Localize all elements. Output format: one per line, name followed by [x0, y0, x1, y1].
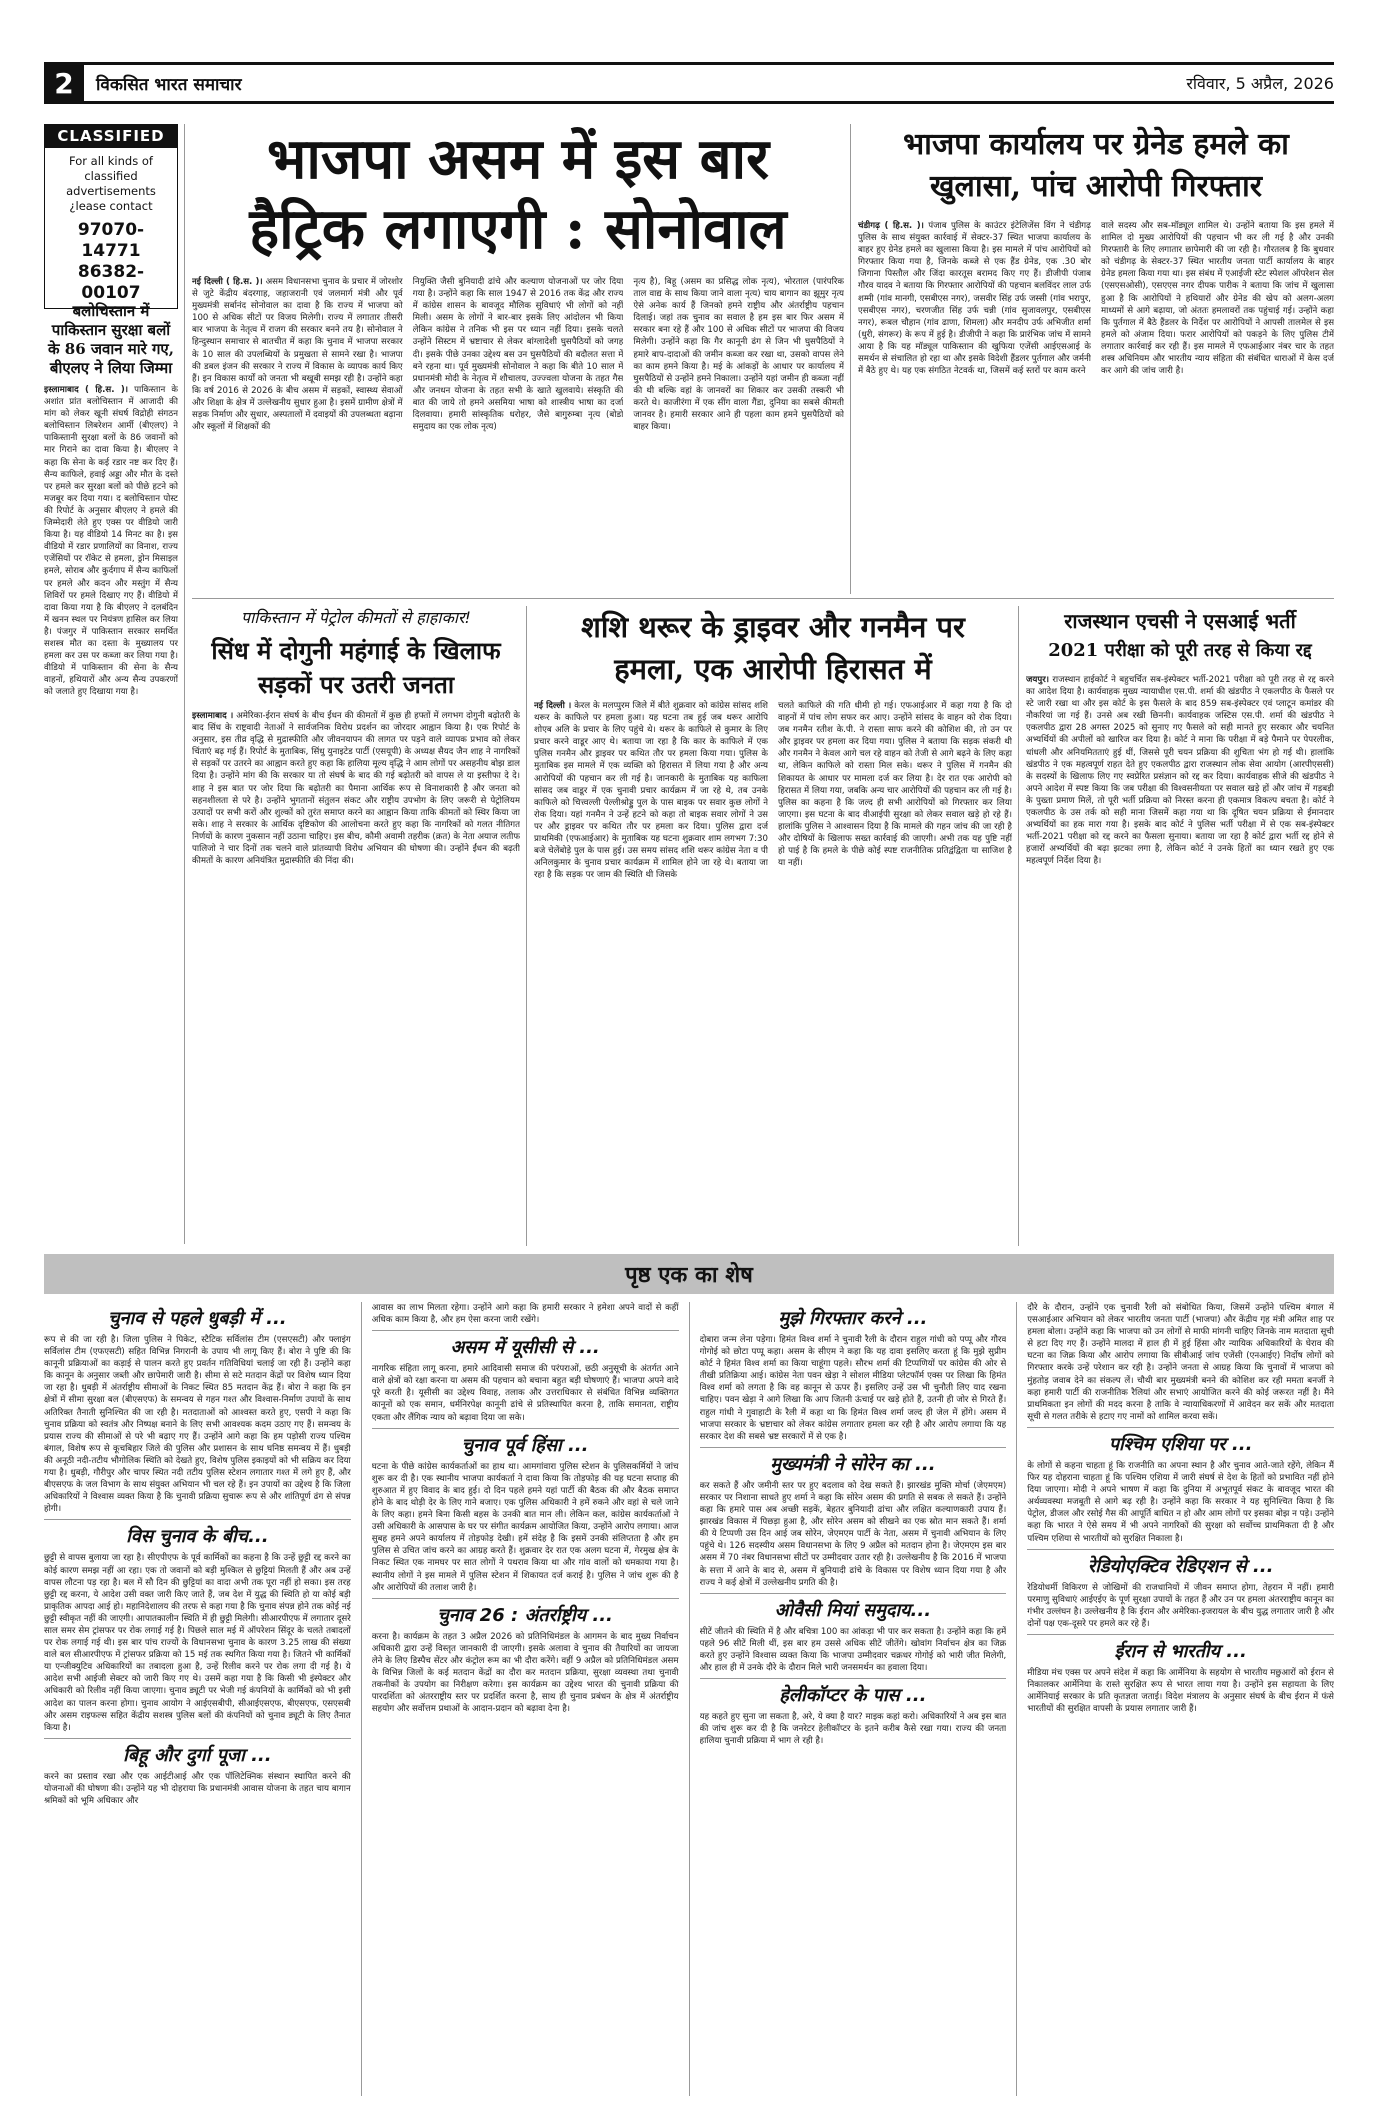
continuation-banner: पृष्ठ एक का शेष [44, 1254, 1334, 1294]
bjp-office-col-1: पंजाब पुलिस के काउंटर इंटेलिजेंस विंग ने चंडीगढ़ पुलिस के साथ संयुक्त कार्रवाई में सेक्टर-37 स्थित भाजपा कार्यालय के बाहर हुए ग्रेनेड हमले का खुलासा किया है। इस मामले में पांच आरोपियों को गिरफ्तार किया गया है, जिनके कब्जे से एक हैंड ग्रेनेड, एक .30 बोर जिगाना पिस्तौल और जिंदा कारतूस बरामद किए गए हैं। डीजीपी पंजाब गौरव यादव ने बताया कि गिरफ्तार आरोपियों की पहचान बलविंदर लाल उर्फ शम्मी (गांव मानगी, एसबीएस नगर), जसवीर सिंह उर्फ जस्सी (गांव भरापुर, एसबीएस नगर), चरणजीत सिंह उर्फ चन्नी (गांव सुजावलपुर, एसबीएस नगर), रूबल चौहान (गांव ढाणा, शिमला) और मनदीप उर्फ अभिजीत शर्मा (धुरी, संगरूर) के रूप में हुई है। डीजीपी ने कहा कि प्रारंभिक जांच में सामने आया है कि यह मॉड्यूल पाकिस्तान की खुफिया एजेंसी आईएसआई के समर्थन से संचालित हो रहा था और इसके विदेशी हैंडलर पुर्तगाल और जर्मनी में बैठे हुए थे। यह एक संगठित नेटवर्क था, जिसमें कई स्तरों पर काम करने [858, 221, 1091, 377]
bjp-office-headline-1: भाजपा कार्यालय पर ग्रेनेड हमले का [903, 127, 1289, 162]
tharoor-col-1: केरल के मलप्पुरम जिले में बीते शुक्रवार को कांग्रेस सांसद शशि थरूर के काफिले पर हमला हुआ। यह घटना तब हुई जब थरूर आरोपि शोएब अलि के प्रचार के लिए पहुंचे थे। थरूर के काफिले से कुमार के लिए प्रचार करने वाडूर आए थे। बताया जा रहा है कि कार के काफिले में एक पुलिस गनमैन और ड्राइवर पर कथित तौर पर हमला किया गया। पुलिस के मुताबिक इस मामले में एक व्यक्ति को हिरासत में लिया गया है और अन्य आरोपियों की पहचान कर ली गई है। जानकारी के मुताबिक यह काफिला सांसद जब वाडूर में एक चुनावी प्रचार कार्यक्रम में जा रहे थे, तब उनके काफिले को चित्त्वल्ली पेल्लीश्रोड्डु पुल के पास बाइक पर सवार कुछ लोगों ने रोक दिया। यहां गनमैन ने उन्हें हटने को कहा तो बाइक सवार लोगों ने उस पर और ड्राइवर पर कथित तौर पर हमला कर दिया। पुलिस द्वारा दर्ज प्राथमिकी (एफआईआर) के मुताबिक यह घटना शुक्रवार शाम लगभग 7:30 बजे चेलेंबोड़े पुल के पास हुई। उस समय सांसद शशि थरूर कांग्रेस नेता व पी अनिलकुमार के चुनाव प्रचार कार्यक्रम में शामिल होने जा रहे थे। बताया जा रहा है कि सड़क पर जाम की स्थिति थी जिसके [534, 701, 768, 881]
tharoor-headline-1: शशि थरूर के ड्राइवर और गनमैन पर [581, 610, 965, 644]
rajasthan-dateline: जयपुर। [1026, 675, 1050, 685]
row-rule [192, 598, 1334, 599]
sonowal-headline-1: भाजपा असम में इस बार [266, 126, 770, 192]
continuation-body: कर सकते हैं और जमीनी स्तर पर हुए बदलाव को देख सकते हैं। झारखंड मुक्ति मोर्चा (जेएमएम) सरकार पर निशाना साधते हुए शर्मा ने कहा कि सोरेन असम की प्रगति से सबक ले सकते हैं। उन्होंने कहा कि हमारे पास अब अच्छी सड़कें, बेहतर बुनियादी ढांचा और लक्षित कल्याणकारी उपाय हैं। झारखंड विकास में पिछड़ा हुआ है, और सोरेन असम को सीखने का एक स्रोत मान सकते हैं। शर्मा की ये टिप्पणी उस दिन आई जब सोरेन, जेएमएम पार्टी के नेता, असम में चुनावी अभियान के लिए पहुंचे थे। 126 सदस्यीय असम विधानसभा के लिए 9 अप्रैल को मतदान होना है। जेएमएम इस बार असम में 70 नंबर विधानसभा सीटों पर उम्मीदवार उतार रही है। उल्लेखनीय है कि 2016 में भाजपा के सत्ता में आने के बाद से, असम में बुनियादी ढांचे के विकास पर विशेष ध्यान दिया गया है और राज्य ने कई क्षेत्रों में उल्लेखनीय प्रगति की है। [699, 1480, 1007, 1588]
continuation-body: मीडिया मंच एक्स पर अपने संदेश में कहा कि आर्मेनिया के सहयोग से भारतीय मछुआरों को ईरान से निकालकर आर्मेनिया के रास्ते सुरक्षित रूप से भारत लाया गया है। उन्होंने इस सहायता के लिए आर्मेनियाई सरकार के प्रति कृतज्ञता जताई। विदेश मंत्रालय के अनुसार संघर्ष के बीच ईरान में फंसे भारतीयों की सुरक्षित वापसी के प्रयास लगातार जारी हैं। [1027, 1667, 1334, 1715]
story-bjp-office [858, 124, 1334, 574]
sonowal-dateline: नई दिल्ली ( हि.स. )। [192, 277, 263, 287]
section-rule [372, 1330, 679, 1331]
balochistan-headline: बलोचिस्तान में पाकिस्तान सुरक्षा बलों के 86 जवान मारे गए, बीएलए ने लिया जिम्मा [48, 302, 174, 377]
bjp-office-col-2: वाले सदस्य और सब-मॉड्यूल शामिल थे। उन्होंने बताया कि इस हमले में शामिल दो मुख्य आरोपियों की पहचान भी कर ली गई है और उनकी गिरफ्तारी के लिए लगातार छापेमारी की जा रही है। गौरतलब है कि बुधवार को चंडीगढ़ के सेक्टर-37 स्थित भारतीय जनता पार्टी कार्यालय के बाहर ग्रेनेड हमला किया गया था। इस संबंध में एआईजी स्टेट स्पेशल ऑपरेशन सेल (एसएसओसी), एसएएस नगर दीपक पारीक ने बताया कि जांच में खुलासा हुआ है कि आरोपियों ने हथियारों और ग्रेनेड की खेप को अलग-अलग माध्यमों से आगे बढ़ाया, जो अंततः हमलावरों तक पहुंचाई गई। उन्होंने कहा कि पुर्तगाल में बैठे हैंडलर के निर्देश पर आरोपियों ने आपसी तालमेल से इस हमले को अंजाम दिया। फरार आरोपियों को पकड़ने के लिए पुलिस टीमें लगातार कार्रवाई कर रही हैं। इस मामले में एफआईआर नंबर चार के तहत शस्त्र अधिनियम और भारतीय न्याय संहिता की संबंधित धाराओं में केस दर्ज कर आगे की जांच जारी है। [1101, 221, 1334, 377]
continuation-body: करना है। कार्यक्रम के तहत 3 अप्रैल 2026 को प्रतिनिधिमंडल के आगमन के बाद मुख्य निर्वाचन अधिकारी द्वारा उन्हें विस्तृत जानकारी दी जाएगी। इसके अलावा वे चुनाव की तैयारियों का जायजा लेने के लिए डिस्पैच सेंटर और कंट्रोल रूम का भी दौरा करेंगे। वहीं 9 अप्रैल को प्रतिनिधिमंडल असम के विभिन्न जिलों के कई मतदान केंद्रों का दौरा कर मतदान प्रक्रिया, सुरक्षा व्यवस्था तथा चुनावी तकनीकों के उपयोग का निरीक्षण करेगा। इस कार्यक्रम का उद्देश्य भारत की चुनावी प्रक्रिया की पारदर्शिता को अंतरराष्ट्रीय स्तर पर प्रदर्शित करना है, साथ ही चुनाव प्रबंधन के क्षेत्र में अंतर्राष्ट्रीय सहयोग और सर्वोत्तम प्रथाओं के आदान-प्रदान को बढ़ावा देना है। [371, 1631, 679, 1715]
continuation-column-2 [372, 1302, 679, 2096]
rajasthan-body: राजस्थान हाईकोर्ट ने बहुचर्चित सब-इंस्पेक्टर भर्ती-2021 परीक्षा को पूरी तरह से रद्द करने का आदेश दिया है। कार्यवाहक मुख्य न्यायाधीश एस.पी. शर्मा की खंडपीठ ने एकलपीठ के फैसले पर स्टे जारी रखा था और इस कोर्ट के इस फैसले के बाद 859 सब-इंस्पेक्टर एवं प्लाटून कमांडर की नौकरियां जा गई हैं। उनसे अब रखी छिननी। कार्यवाहक जस्टिस एस.पी. शर्मा की खंडपीठ ने एकलपीठ द्वारा 28 अगस्त 2025 को सुनाए गए फैसले को सही मानते हुए सरकार और चयनित अभ्यर्थियों की अपीलों को खारिज कर दिया है। कोर्ट ने माना कि परीक्षा में बड़े पैमाने पर पेपरलीक, धांधली और अनियमितताएं हुई थीं, जिससे पूरी चयन प्रक्रिया की शुचिता भंग हो गई थी। हालांकि खंडपीठ ने एक महत्वपूर्ण राहत देते हुए एकलपीठ द्वारा राजस्थान लोक सेवा आयोग (आरपीएससी) के सदस्यों के खिलाफ लिए गए स्वप्रेरित प्रसंज्ञान को रद्द कर दिया। कार्यवाहक सीजे की खंडपीठ ने अपने आदेश में स्पष्ट किया कि जब परीक्षा की विश्वसनीयता पर सवाल खड़े हों और जांच में गड़बड़ी के पुख्ता प्रमाण मिलें, तो पूरी भर्ती प्रक्रिया को निरस्त करना ही एकमात्र विकल्प बचता है। कोर्ट ने एकलपीठ के उस तर्क को सही माना जिसमें कहा गया था कि दूषित चयन प्रक्रिया से ईमानदार अभ्यर्थियों का हक मारा गया है। इसके बाद कोर्ट ने पुलिस भर्ती परीक्षा में से एक सब-इंस्पेक्टर भर्ती-2021 परीक्षा को रद्द करने का फैसला सुनाया। बताया जा रहा है कोर्ट द्वारा भर्ती रद्द होने से हजारों अभ्यर्थियों की बढ़ा झटका लगा है, लेकिन कोर्ट ने उनके हितों का ध्यान रखते हुए एक महत्वपूर्ण निर्देश दिया है। [1026, 675, 1334, 867]
continuation-body: करने का प्रस्ताव रखा और एक आईटीआई और एक पॉलिटेक्निक संस्थान स्थापित करने की योजनाओं की घोषणा की। उन्होंने यह भी दोहराया कि प्रधानमंत्री आवास योजना के तहत चाय बागान श्रमिकों को भूमि अधिकार और [44, 1771, 351, 1806]
continuation-body: घटना के पीछे कांग्रेस कार्यकर्ताओं का हाथ था। आमगांवारा पुलिस स्टेशन के पुलिसकर्मियों ने जांच शुरू कर दी है। एक स्थानीय भाजपा कार्यकर्ता ने दावा किया कि तोड़फोड़ की यह घटना सप्ताह की शुरुआत में हुए विवाद के बाद हुई। दो दिन पहले हमने यहां पार्टी की बैठक की और बैठक समाप्त होने के बाद थोड़ी देर के लिए गाने बजाए। एक पुलिस अधिकारी ने हमें रुकने और वहां से चले जाने के लिए कहा। हमने बिना किसी बहस के उनकी बात मान ली। लेकिन कल, कांग्रेस कार्यकर्ताओं ने उसी अधिकारी के आसपास के घर पर संगीत कार्यक्रम आयोजित किया, उन्होंने आरोप लगाया। आज सुबह हमने अपने कार्यालय में तोड़फोड़ देखी। हमें संदेह है कि इसमें उनकी संलिप्तता है और हम पुलिस से उचित जांच करने का आग्रह करते हैं। शुक्रवार देर रात एक अलग घटना में, गेरमुख क्षेत्र के निकट स्थित एक नामघर पर सात लोगों ने पथराव किया था और गांव वालों को धमकाया गया है। स्थानीय लोगों ने इस मामले में पुलिस स्टेशन में शिकायत दर्ज कराई है। पुलिस ने जांच शुरू की है और आरोपियों की तलाश जारी है। [371, 1461, 679, 1593]
continuation-subheading: चुनाव से पहले धुबड़ी में ... [108, 1308, 287, 1329]
column-rule [526, 606, 527, 1246]
sindh-body: अमेरिका-ईरान संघर्ष के बीच ईंधन की कीमतों में कुछ ही हफ्तों में लगभग दोगुनी बढ़ोतरी के बाद सिंध के राष्ट्रवादी नेताओं ने सार्वजनिक विरोध प्रदर्शन का जोरदार आह्वान किया है। एक रिपोर्ट के अनुसार, इस तीव्र वृद्धि से मुद्रास्फीति और जीवनयापन की लागत पर पड़ने वाले व्यापक प्रभाव को लेकर चिंताएं बढ़ गई हैं। रिपोर्ट के मुताबिक, सिंधु युनाइटेड पार्टी (एसयूपी) के अध्यक्ष सैयद जैन शाह ने नागरिकों से सड़कों पर उतरने का आह्वान करते हुए कहा कि हालिया मूल्य वृद्धि ने आम लोगों पर असहनीय बोझ डाल दिया है। उन्होंने मांग की कि सरकार या तो संघर्ष के बाद की गई बढ़ोतरी को वापस ले या इस्तीफा दे दे। शाह ने इस बात पर जोर दिया कि बढ़ोतरी का पैमाना आर्थिक रूप से विनाशकारी है और जनता को सहनशीलता से परे है। उन्होंने भुगतानों संतुलन संकट और राष्ट्रीय उपभोग के लिए जरूरी से पेट्रोलियम उत्पादों पर सभी करों और शुल्कों को तुरंत समाप्त करने का आह्वान किया ताकि कीमतों को स्थिर किया जा सके। शाह ने सरकार के आर्थिक दृष्टिकोण की आलोचना करते हुए कहा कि नागरिकों को गलत नीतिगत निर्णयों के कारण नुकसान नहीं उठाना चाहिए। इस बीच, कौमी अवामी तहरीक (क़त) के नेता अयाज लतीफ पालिजो ने चार दिनों तक चलने वाले प्रांतव्यापी विरोध अभियान की घोषणा की। उन्होंने ईंधन की बढ़ती कीमतों के कारण अनियंत्रित मुद्रास्फीति की निंदा की। [192, 711, 520, 867]
sonowal-col-3: नृत्य है), बिहू (असम का प्रसिद्ध लोक नृत्य), भोरताल (पारंपरिक ताल वाद्य के साथ किया जाने वाला नृत्य) चाय बागान का झूमुर नृत्य ऐसे अनेक कार्य हैं जिनको हमने राष्ट्रीय और अंतर्राष्ट्रीय पहचान दिलाई। जहां तक चुनाव का सवाल है हम इस बार फिर असम में सरकार बना रहे हैं और 100 से अधिक सीटों पर भाजपा की विजय मिलेगी। उन्होंने कहा कि गैर कानूनी ढंग से जिन भी घुसपैठियों ने हमारे बाप-दादाओं की जमीन कब्जा कर रखा था, उसको वापस लेने का काम हमने किया है। मई के आंकड़ों के आधार पर कार्यालय में घुसपैठियों से उन्होंने हमने निकाला। उन्होंने यहां जमीन ही कब्जा नहीं की थी बल्कि वहां के जानवरों का शिकार कर उसकी तस्करी भी करते थे। काजीरंगा में एक सींग वाला गैंडा, दुनिया का सबसे कीमती जानवर है। हमारी सरकार आने ही पहला काम हमने घुसपैठियों को बाहर किया। [633, 277, 845, 433]
continuation-body: रेडियोधर्मी विकिरण से जोखिमों की राजधानियों में जीवन समाप्त होगा, तेहरान में नहीं। हमारी परमाणु सुविधाएं आईएईए के पूर्ण सुरक्षा उपायों के तहत हैं और उन पर हमला अंतरराष्ट्रीय कानून का गंभीर उल्लंघन है। उल्लेखनीय है कि ईरान और अमेरिका-इजरायल के बीच युद्ध लगातार जारी है और दोनों पक्ष एक-दूसरे पर हमले कर रहे हैं। [1027, 1582, 1334, 1629]
section-rule [372, 1428, 679, 1429]
continuation-column-1 [44, 1302, 351, 2096]
section-rule [1027, 1549, 1334, 1550]
continuation-body: दोबारा जन्म लेना पड़ेगा। हिमंत विश्व शर्मा ने चुनावी रैली के दौरान राहुल गांधी को पप्पू और गौरव गोगोई को छोटा पप्पू कहा। असम के सीएम ने कहा कि यह दावा इसलिए करता हूं कि मुझे सुप्रीम कोर्ट ने हिमंत विश्व शर्मा का किया चाहूंगा पहले। सौरभ शर्मा की टिप्पणियों पर कांग्रेस की ओर से तीखी प्रतिक्रिया आई। कांग्रेस नेता पवन खेड़ा ने सोशल मीडिया प्लेटफॉर्म एक्स पर लिखा कि हिमंत विश्व शर्मा को लगता है कि वह कानून से ऊपर हैं। इसलिए उन्हें उस भी चुनौती लिए याद रखना चाहिए। पवन खेड़ा ने आगे लिखा कि आप जितनी ऊंचाई पर खड़े होते हैं, उतनी ही जोर से गिरते हैं। राहुल गांधी ने गुवाहाटी के रैली में कहा था कि हिमंत विश्व शर्मा जल्द ही जेल में होंगे। असम में भाजपा सरकार के भ्रष्टाचार को लेकर कांग्रेस लगातार हमला कर रही है और आरोप लगाया कि यह सरकार देश की सबसे भ्रष्ट सरकारों में से एक है। [699, 1335, 1007, 1442]
continuation-subheading: विस चुनाव के बीच... [126, 1526, 269, 1548]
story-rajasthan [1026, 606, 1334, 1246]
paper-name: विकसित भारत समाचार [96, 74, 242, 95]
continuation-body: नागरिक संहिता लागू करना, हमारे आदिवासी समाज की परंपराओं, छठी अनुसूची के अंतर्गत आने वाले क्षेत्रों को रक्षा करना या असम की पहचान को बचाना बहुत बड़ी घोषणाएं हैं। भाजपा अपने वादे पूरे करती है। यूसीसी का उद्देश्य विवाह, तलाक और उत्तराधिकार से संबंधित विभिन्न व्यक्तिगत कानूनों को एक समान, धर्मनिरपेक्ष कानूनी ढांचे से प्रतिस्थापित करना है, ताकि समानता, राष्ट्रीय एकता और लैंगिक न्याय को बढ़ावा दिया जा सके। [371, 1364, 679, 1423]
section-rule [44, 1519, 351, 1520]
classified-text: For all kinds of classified advertisements ¿lease contact [66, 154, 156, 213]
continuation-column-4 [1027, 1302, 1334, 2096]
classified-phone-1: 97070-14771 [77, 220, 145, 261]
classified-phone-2: 86382-00107 [77, 262, 145, 303]
sindh-kicker: पाकिस्तान में पेट्रोल कीमतों से हाहाकार! [241, 608, 471, 627]
continuation-subheading: ओवैसी मियां समुदाय... [774, 1599, 932, 1621]
continuation-column-3 [700, 1302, 1007, 2096]
continuation-body: छुट्टी से वापस बुलाया जा रहा है। सीएपीएफ के पूर्व कार्मिकों का कहना है कि उन्हें छुट्टी रद्द करने का कोई कारण समझ नहीं आ रहा। एक तो जवानों को बड़ी मुश्किल से छुट्टियां मिलती हैं और अब उन्हें वापस लौटना पड़ रहा है। बल में सौ दिन की छुट्टियां का वादा अभी तक पूरा नहीं हो सका। इस तरह छुट्टी रद्द करना, ये आदेश उसी वक्त जारी किए जाते हैं, जब देश में युद्ध की स्थिति हो या कोई बड़ी प्राकृतिक आपदा आई हो। महानिदेशालय की तरफ से कहा गया है कि चुनाव संपन्न होने तक कोई नई छुट्टी स्वीकृत नहीं की जाएगी। आपातकालीन स्थिति में ही छुट्टी मिलेगी। सीआरपीएफ में लगातार दूसरे साल समर सेम ट्रांसफर पर रोक लगाई गई है। पिछले साल मई में ऑपरेशन सिंदूर के चलते तबादलों पर रोक लगाई गई थी। इस बार पांच राज्यों के विधानसभा चुनाव के कारण 3.25 लाख की संख्या वाले बल सीआरपीएफ में ट्रांसफर प्रक्रिया को 15 मई तक स्थगित किया गया है। जितने भी कार्मिकों या एन्जीक्युटिव अधिकारियों का तबादला हुआ है, उन्हें रिलीव करने पर रोक लगा दी गई है। ये आदेश सभी आईजी सेक्टर को जारी किए गए थे। उसमें कहा गया है कि किसी भी इंस्पेक्टर और अधिकारी को रिलीव नहीं किया जाएगा। चुनाव ड्यूटी पर भेजी गई कंपनियों के कार्मिकों को भी इसी आदेश का पालन करना होगा। चुनाव आयोग ने आईएसबीपी, सीआईएसएफ, बीएसएफ, एसएसबी और असम राइफल्स सहित केंद्रीय सशस्त्र पुलिस बलों की कंपनियों को चुनाव ड्यूटी के लिए तैनात किया है। [44, 1553, 351, 1733]
bjp-office-headline-2: खुलासा, पांच आरोपी गिरफ्तार [929, 169, 1263, 204]
continuation-body: सीटें जीतने की स्थिति में है और बचित्रा 100 का आंकड़ा भी पार कर सकता है। उन्होंने कहा कि हमें पहले 96 सीटें मिली थीं, इस बार हम उससे अधिक सीटें जीतेंगे। खोवांग निर्वाचन क्षेत्र का जिक्र करते हुए उन्होंने विश्वास व्यक्त किया कि भाजपा उम्मीदवार चक्रधर गोगोई को भारी जीत मिलेगी, और हाल ही में उनके दौरे के दौरान मिले भारी जनसमर्थन का हवाला दिया। [699, 1626, 1007, 1673]
section-rule [44, 1738, 351, 1739]
column-rule [689, 1302, 690, 2096]
issue-date: रविवार, 5 अप्रैल, 2026 [1186, 74, 1334, 93]
sindh-dateline: इस्लामाबाद । [192, 711, 234, 721]
balochistan-dateline: इस्लामाबाद ( हि.स. )। [44, 385, 128, 395]
column-rule [1018, 606, 1019, 1246]
sonowal-col-1: असम विधानसभा चुनाव के प्रचार में जोरशोर से जुटे केंद्रीय बंदरगाह, जहाजरानी एवं जलमार्ग मंत्री और पूर्व मुख्यमंत्री सर्बानंद सोनोवाल का दावा है कि राज्य में भाजपा को 100 से अधिक सीटों पर विजय मिलेगी। राज्य में लगातार तीसरी बार भाजपा के नेतृत्व में राजग की सरकार बनने तय है। सोनोवाल ने हिन्दुस्थान समाचार से बातचीत में कहा कि चुनाव में भाजपा सरकार के 10 साल की उपलब्धियों के प्रमुखता से सामने रखा है। भाजपा की डबल इंजन की सरकार ने राज्य में विकास के व्यापक कार्य किए हैं। इन विकास कार्यों को जनता भी बखूबी समझ रही है। उन्होंने कहा कि वर्ष 2016 से 2026 के बीच असम में सड़कों, स्वास्थ्य सेवाओं और शिक्षा के क्षेत्र में उल्लेखनीय सुधार हुआ है। इसमें ग्रामीण क्षेत्रों में सड़क निर्माण और सुधार, अस्पतालों में दवाइयों की उपलब्धता बढ़ाना और स्कूलों में शिक्षकों की [192, 277, 403, 433]
continuation-subheading: मुख्यमंत्री ने सोरेन का ... [770, 1453, 936, 1475]
bjp-office-dateline: चंडीगढ़ ( हि.स. )। [858, 221, 924, 231]
continuation-subheading: पश्चिम एशिया पर ... [1108, 1433, 1253, 1455]
section-rule [372, 1598, 679, 1599]
section-rule [700, 1593, 1007, 1594]
continuation-body: रूप से की जा रही है। जिला पुलिस ने पिकेट, स्टैटिक सर्विलांस टीम (एसएसटी) और फ्लाइंग सर्विलांस टीम (एफएसटी) सहित विभिन्न निगरानी के उपाय भी लागू किए हैं। बोरा ने पुष्टि की कि कानूनी प्रक्रियाओं का कड़ाई से पालन करते हुए प्रवर्तन गतिविधियां चलाई जा रही हैं। उन्होंने कहा कि कानून के अनुसार जब्ती और छापेमारी जारी है। सीमा से सटे मतदान केंद्रों पर विशेष ध्यान दिया जा रहा है। धुबड़ी में अंतर्राष्ट्रीय सीमाओं के निकट स्थित 85 मतदान केंद्र हैं। बोरा ने कहा कि इन क्षेत्रों में सीमा सुरक्षा बल (बीएसएफ) के समन्वय से गहन गश्त और विश्वास-निर्माण उपायों के साथ अतिरिक्त तैनाती सुनिश्चित की जा रही है। मतदाताओं को आश्वस्त करते हुए, एसपी ने कहा कि चुनाव प्रक्रिया को स्वतंत्र और निष्पक्ष बनाने के लिए सभी आवश्यक कदम उठाए गए हैं। समन्वय के प्रयास राज्य की सीमाओं से परे भी बढ़ाए गए हैं। उन्होंने आगे कहा कि हम पड़ोसी राज्य पश्चिम बंगाल, विशेष रूप से कूचबिहार जिले की पुलिस और प्रशासन के साथ घनिष्ठ समन्वय में हैं। धुबड़ी की अनूठी नदी-तटीय भौगोलिक स्थिति को देखते हुए, विशेष पुलिस इकाइयों को भी सक्रिय कर दिया गया है। धुबड़ी, गौरीपुर और चापर स्थित नदी तटीय पुलिस स्टेशन लगातार गश्त में लगे हुए हैं, और बीएसएफ के जल विभाग के साथ संयुक्त अभियान भी चल रहे हैं। इन उपायों का उद्देश्य है कि जिला अधिकारियों ने विश्वास व्यक्त किया है कि चुनावी प्रक्रिया सुचारू रूप से और शांतिपूर्ण ढंग से संपन्न होगी। [44, 1335, 351, 1515]
column-rule [184, 124, 185, 1244]
page-number: 2 [44, 65, 84, 101]
tharoor-col-2: चलते काफिले की गति धीमी हो गई। एफआईआर में कहा गया है कि दो वाहनों में पांच लोग सफर कर आए। उन्होंने सांसद के वाहन को रोक दिया। जब गनमैन रतीश के.पी. ने रास्ता साफ करने की कोशिश की, तो उन पर और ड्राइवर पर हमला कर दिया गया। पुलिस ने बताया कि सड़क संकरी थी और गनमैन ने केवल आगे चल रहे वाहन को तेजी से आगे बढ़ने के लिए कहा था, लेकिन काफिले को रास्ता मिल सके। थरूर ने पुलिस में गनमैन की शिकायत के आधार पर मामला दर्ज कर लिया है। देर रात एक आरोपी को हिरासत में लिया गया, जबकि अन्य चार आरोपियों की पहचान कर ली गई है। पुलिस का कहना है कि जल्द ही सभी आरोपियों को गिरफ्तार कर लिया जाएगा। इस घटना के बाद वीआईपी सुरक्षा को लेकर सवाल खड़े हो रहे हैं। हालांकि पुलिस ने आश्वासन दिया है कि मामले की गहन जांच की जा रही है और दोषियों के खिलाफ सख्त कार्रवाई की जाएगी। अभी तक यह पुष्टि नहीं हो पाई है कि हमले के पीछे कोई स्पष्ट राजनीतिक प्रतिद्वंद्विता या साजिश है या नहीं। [778, 701, 1012, 869]
continuation-body: दौरे के दौरान, उन्होंने एक चुनावी रैली को संबोधित किया, जिसमें उन्होंने पश्चिम बंगाल में एसआईआर अभियान को लेकर भारतीय जनता पार्टी (भाजपा) और केंद्रीय गृह मंत्री अमित शाह पर हमला बोला। उन्होंने कहा कि भाजपा को उन लोगों से माफी मांगनी चाहिए जिनके नाम मतदाता सूची से हटा दिए गए हैं। उन्होंने मालदा में हाल ही में हुई हिंसा और न्यायिक अधिकारियों के घेराव की घटना का जिक्र किया और आरोप लगाया कि सीबीआई जांच एजेंसी (एनआईए) निर्दोष लोगों को गिरफ्तार करके उन्हें परेशान कर रही है। उन्होंने जनता से आग्रह किया कि चुनावों में भाजपा को मुंहतोड़ जवाब देने का संकल्प लें। चौथी बार मुख्यमंत्री बनने की कोशिश कर रही ममता बनर्जी ने कहा हमारी पार्टी की राजनीतिक रैलियां और सभाएं आयोजित करने की कोई जरूरत नहीं है। मैंने प्राथमिकता इन लोगों की मदद करना है ताकि वे न्यायाधिकरणों में आवेदन कर सकें और मतदाता सूची से गलत तरीके से हटाए गए नामों को शामिल करवा सकें। [1027, 1303, 1334, 1422]
column-rule [361, 1302, 362, 2096]
section-rule [700, 1678, 1007, 1679]
continuation-subheading: ईरान से भारतीय ... [1114, 1640, 1247, 1662]
masthead [44, 62, 1334, 104]
rajasthan-headline-2: 2021 परीक्षा को पूरी तरह से किया रद्द [1048, 640, 1312, 661]
classified-heading: CLASSIFIED [44, 124, 178, 148]
story-balochistan [44, 302, 178, 1224]
continuation-body: आवास का लाभ मिलता रहेगा। उन्होंने आगे कहा कि हमारी सरकार ने हमेशा अपने वादों से कहीं अधिक काम किया है, और हम ऐसा करना जारी रखेंगे। [371, 1303, 679, 1326]
continuation-body: के लोगों से कहना चाहता हूं कि राजनीति का अपना स्थान है और चुनाव आते-जाते रहेंगे, लेकिन मैं फिर यह दोहराना चाहता हूं कि पश्चिम एशिया में जारी संघर्ष से देश के हितों को प्रभावित नहीं होने दिया जाएगा। मोदी ने अपने भाषण में कहा कि दुनिया में अभूतपूर्व संकट के बावजूद भारत की अर्थव्यवस्था मजबूती से आगे बढ़ रही है। उन्होंने कहा कि सरकार ने यह सुनिश्चित किया है कि पेट्रोल, डीजल और रसोई गैस की आपूर्ति बाधित न हो और आम लोगों पर इसका बोझ न पड़े। उन्होंने कहा कि भारत ने ऐसे समय में भी अपने नागरिकों की सुरक्षा को सर्वोच्च प्राथमिकता दी है और पश्चिम एशिया से भारतीयों को सुरक्षित निकाला है। [1027, 1460, 1334, 1544]
continuation-subheading: चुनाव 26 : अंतर्राष्ट्रीय ... [437, 1604, 613, 1626]
sindh-headline: सिंध में दोगुनी महंगाई के खिलाफ सड़कों पर उतरी जनता [211, 636, 501, 699]
story-sonowal [192, 124, 844, 566]
continuation-subheading: बिहू और दुर्गा पूजा ... [123, 1744, 272, 1766]
story-sindh [192, 606, 520, 1254]
balochistan-body: पाकिस्तान के अशांत प्रांत बलोचिस्तान में आजादी की मांग को लेकर खूनी संघर्ष विद्रोही संगठन बलोचिस्तान लिबरेशन आर्मी (बीएलए) ने पाकिस्तानी सुरक्षा बलों के 86 जवानों को मार गिराने का दावा किया है। बीएलए ने कहा कि सेना के कई रडार नष्ट कर दिए हैं। सैन्य काफिले, हवाई अड्डा और मौत के दस्ते पर हमले कर सुरक्षा बलों को पीछे हटने को मजबूर कर दिया गया। द बलोचिस्तान पोस्ट की रिपोर्ट के अनुसार बीएलए ने हमले की जिम्मेदारी लेते हुए एक्स पर वीडियो जारी किया है। यह वीडियो 14 मिनट का है। इस वीडियो में रडार प्रणालियों का विनाश, राज्य एजेंसियों पर रॉकेट से हमला, ड्रोन मिसाइल हमले, सोराब और कुर्दगाप में सैन्य काफिलों पर हमले और कदन और मस्तुंग में सैन्य शिविरों पर हमले दिखाए गए हैं। वीडियो में दावा किया गया है कि बीएलए ने दलबंदिन में खनन स्थल पर नियंत्रण हासिल कर लिया है। पंजगुर में पाकिस्तान सरकार समर्थित सशस्त्र मौत का दस्ता के मुख्यालय पर हमला कर उस पर कब्जा कर लिया गया है। वीडियो में पाकिस्तान की सेना के सैन्य वाहनों, हथियारों और अन्य सैन्य उपकरणों को जलाते हुए दिखाया गया है। [44, 385, 178, 698]
section-rule [700, 1447, 1007, 1448]
column-rule [850, 124, 851, 594]
continuation-body: यह कहते हुए सुना जा सकता है, अरे, ये क्या है यार? माइक कहां करो। अधिकारियों ने अब इस बात की जांच शुरू कर दी है कि जनरेटर हेलीकॉप्टर के इतने करीब कैसे रखा गया। राज्य की जनता हालिया चुनावी प्रक्रिया में भाग ले रही है। [699, 1712, 1007, 1747]
continuation-subheading: हेलीकॉप्टर के पास ... [779, 1685, 927, 1707]
sonowal-headline-2: हैट्रिक लगाएगी : सोनोवाल [249, 196, 787, 262]
tharoor-headline-2: हमला, एक आरोपी हिरासत में [614, 652, 932, 686]
continuation-section [44, 1302, 1334, 2096]
continuation-subheading: चुनाव पूर्व हिंसा ... [461, 1434, 589, 1456]
continuation-subheading: असम में यूसीसी से ... [450, 1337, 600, 1359]
continuation-subheading: रेडियोएक्टिव रेडिएशन से ... [1087, 1555, 1274, 1577]
sonowal-col-2: नियुक्ति जैसी बुनियादी ढांचे और कल्याण योजनाओं पर जोर दिया गया है। उन्होंने कहा कि साल 1947 से 2016 तक केंद्र और राज्य में कांग्रेस शासन के बावजूद मौलिक सुविधाएं भी लोगों को नहीं मिली। असम के लोगों ने बार-बार इसके लिए आंदोलन भी किया लेकिन कांग्रेस ने तनिक भी इस पर ध्यान नहीं दिया। इसके चलते उन्होंने सिस्टम में भ्रष्टाचार से लेकर बांग्लादेशी घुसपैठियों को जगह दी। इसके पीछे उनका उद्देश्य बस उन घुसपैठियों की बदौलत सत्ता में बने रहना था। पूर्व मुख्यमंत्री सोनोवाल ने कहा कि बीते 10 साल में प्रधानमंत्री मोदी के नेतृत्व में शौचालय, उज्ज्वला योजना के तहत गैस और जनधन योजना के तहत सभी के खाते खुलवाये। संस्कृति की बात की जाये तो हमने असमिया भाषा को शास्त्रीय भाषा का दर्जा दिलवाया। हमारी सांस्कृतिक धरोहर, जैसे बागुरुम्बा नृत्य (बोडो समुदाय का एक लोक नृत्य) [412, 277, 624, 433]
section-rule [1027, 1427, 1334, 1428]
classified-box [44, 124, 178, 309]
rajasthan-headline-1: राजस्थान एचसी ने एसआई भर्ती [1064, 609, 1296, 633]
section-rule [1027, 1634, 1334, 1635]
tharoor-dateline: नई दिल्ली । [534, 701, 572, 711]
column-rule [1016, 1302, 1017, 2096]
story-tharoor [534, 606, 1012, 1240]
continuation-subheading: मुझे गिरफ्तार करने ... [778, 1308, 928, 1329]
